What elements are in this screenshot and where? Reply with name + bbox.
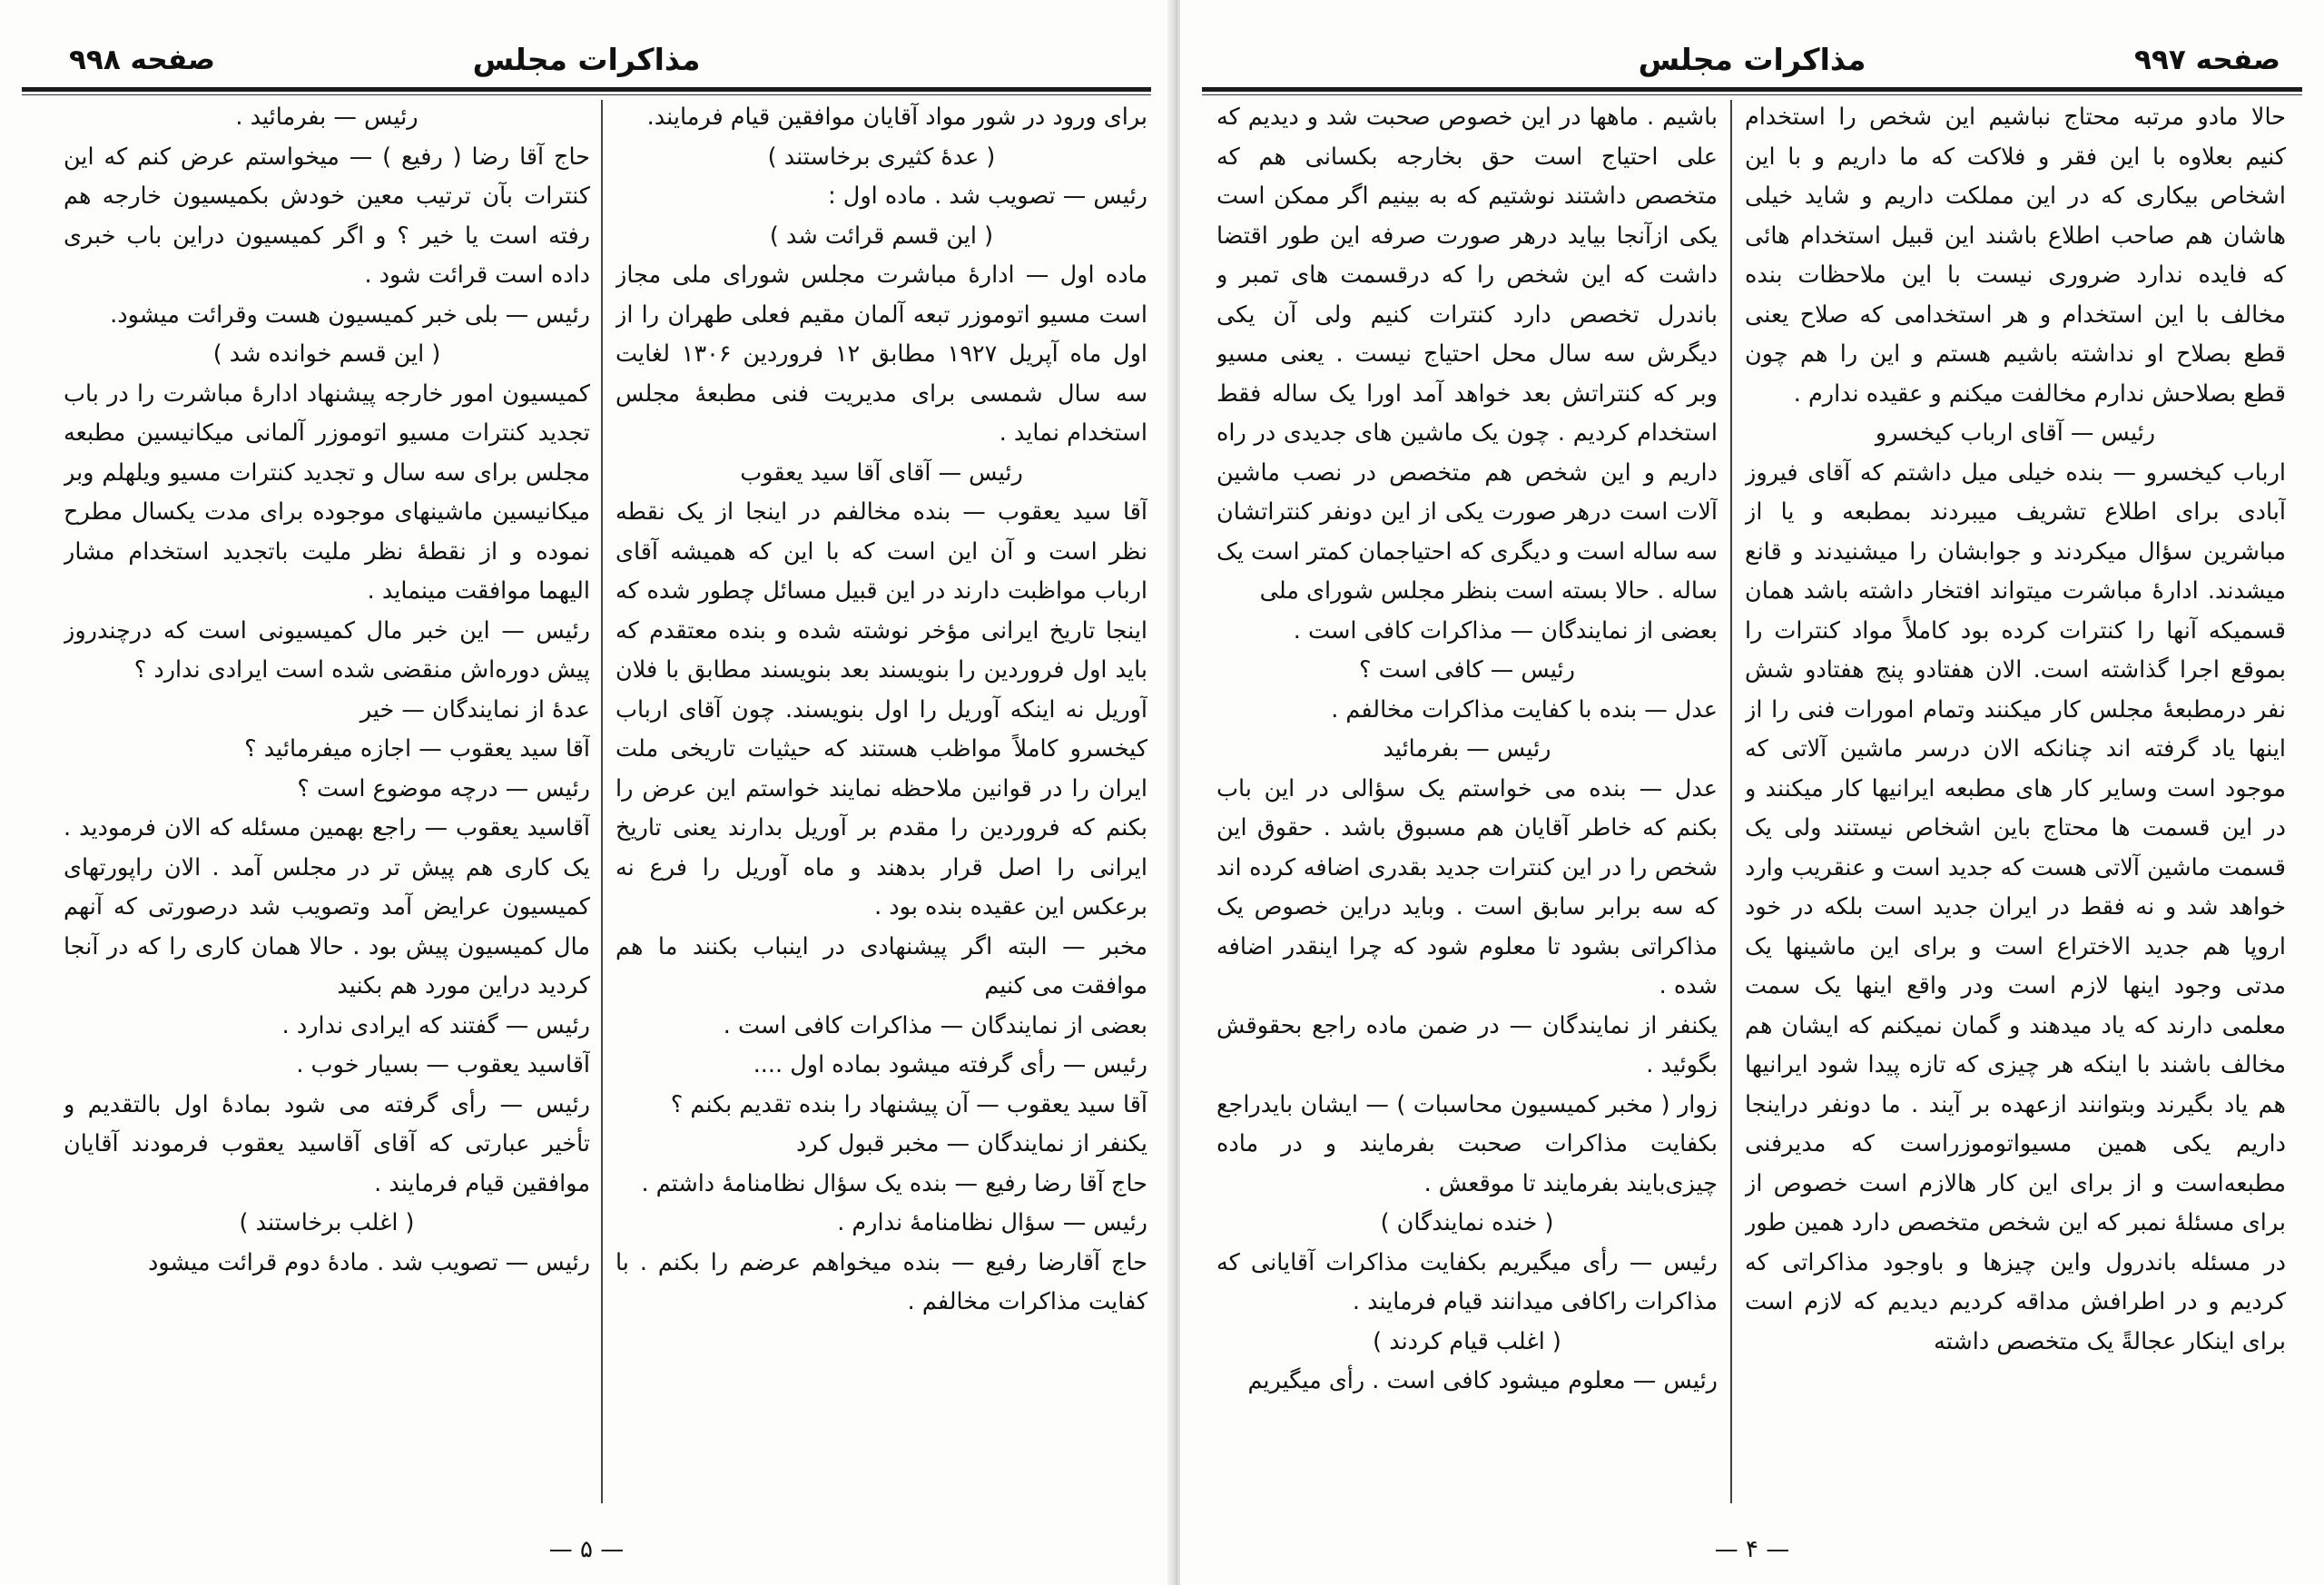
paragraph: رئیس — تصویب شد . مادهٔ دوم قرائت میشود [147,1248,590,1276]
paragraph: آقا سید یعقوب — بنده مخالفم در اینجا از یک نقطه نظر است و آن این است که با این که همیشه آقای ارباب مواظبت دارند در این قبیل مسائل چطور شده که اینجا تاریخ ایرانی مؤخر نوشته شده و بنده معتقدم که باید اول فروردین را بنویسند بعد بنویسند مطابق با فلان آوریل نه اینکه آوریل را اول بنویسند. چون آقای ارباب کیخسرو کاملاً مواظب هستند که حیثیات تاریخی ملت ایران را در قوانین ملاحظه نمایند خواستم این عرض را بکنم که فروردین را مقدم بر آوریل بدارند یعنی تاریخ ایرانی را اصل قرار بدهند و ماه آوریل را فرع نه برعکس این عقیده بنده بود . [615,498,1147,920]
paragraph: مخبر — البته اگر پیشنهادی در اینباب بکنند ما هم موافقت می کنیم [615,932,1147,999]
page-number: صفحه ۹۹۸ [69,44,215,76]
paragraph: زوار ( مخبر کمیسیون محاسبات ) — ایشان بایدراجع بکفایت مذاکرات صحبت بفرمایند و در ماده چیزی‌بایند بفرمایند تا موقعش . [1216,1090,1718,1197]
paragraph: رئیس — این خبر مال کمیسیونی است که درچندروز پیش دوره‌اش منقضی شده است ایرادی ندارد ؟ [64,616,590,684]
paragraph: حاج آقا رضا ( رفیع ) — میخواستم عرض کنم که این کنترات بآن ترتیب معین خودش بکمیسیون خارجه هم رفته است یا خیر ؟ و اگر کمیسیون دراین باب خبری داده است قرائت شود . [64,143,590,289]
paragraph: آقاسید یعقوب — راجع بهمین مسئله که الان فرمودید . یک کاری هم پیش تر در مجلس آمد . الان راپورتهای کمیسیون عرایض آمد وتصویب شد درصورتی که آنهم مال کمیسیون پیش بود . حالا همان کاری را که در آنجا کردید دراین مورد هم بکنید [64,814,590,999]
paragraph: حالا مادو مرتبه محتاج نباشیم این شخص را استخدام کنیم بعلاوه با این فقر و فلاکت که ما داریم و با این اشخاص بیکاری که در این مملکت داریم و شاید خیلی هاشان هم صاحب اطلاع باشند این قبیل استخدام هائی که فایده ندارد ضروری نیست با این ملاحظات بنده مخالف با این استخدام و هر استخدامی که صلاح یعنی قطع بصلاح او نداشته باشیم هستم و این را هم چون قطع بصلاحش ندارم مخالفت میکنم و عقیده ندارم . [1745,103,2286,408]
right-page [1180,0,2324,1585]
paragraph: ارباب کیخسرو — بنده خیلی میل داشتم که آقای فیروز آبادی برای اطلاع تشریف میبردند بمطبعه و یا از مباشرین سؤال میکردند و جوابشان را میشنیدند و قانع میشدند. ادارهٔ مباشرت میتواند افتخار داشته باشد همان قسمیکه آنها را کنترات کرده بود کاملاً مواد کنترات را بموقع اجرا گذاشته است. الان هفتادو پنج هفتادو شش نفر درمطبعهٔ مجلس کار میکنند وتمام امورات فنی را از اینها یاد گرفته اند چنانکه الان درسر ماشین آلاتی که موجود است وسایر کار های مطبعه ایرانیها کار میکنند و در این قسمت ها محتاج باین اشخاص نیستند ولی یک قسمت ماشین آلاتی هست که جدید است و عنقریب وارد خواهد شد و نه فقط در ایران جدید است بلکه در خود اروپا هم جدید الاختراع است و برای این ماشینها یک مدتی وجود اینها لازم است ودر واقع اینها یک سمت معلمی دارند که یاد میدهند و گمان نمیکنم که ایشان هم مخالف باشند با اینکه هر چیزی که تازه پیدا شود ایرانیها هم یاد بگیرند وبتوانند ازعهده بر آیند . ما دونفر دراینجا داریم یکی همین مسیواتوموزراست که مدیرفنی مطبعه‌است و از برای این کار هالازم است خصوص از برای مسئلهٔ نمبر که این شخص متخصص دارد همین طور در مسئله باندرول واین چیزها و باوجود مذاکراتی که کردیم و در اطرافش مداقه کردیم دیدیم که لازم است برای اینکار عجالةً یک متخصص داشته [1745,458,2286,1355]
page-number: صفحه ۹۹۷ [2134,44,2280,76]
running-title: مذاکرات مجلس [1638,42,1866,77]
stage-note: ( اغلب برخاستند ) [239,1209,415,1236]
page-footer-number: — ۵ — [548,1536,625,1563]
paragraph: رئیس — تصویب شد . ماده اول : [828,182,1147,210]
right-page-header [1180,36,2324,91]
paragraph: رئیس — سؤال نظامنامهٔ ندارم . [837,1209,1147,1236]
speaker-call: رئیس — کافی است ؟ [1359,656,1575,684]
page-footer [0,1536,1173,1563]
paragraph: عدل — بنده می خواستم یک سؤالی در این باب بکنم که خاطر آقایان هم مسبوق باشد . حقوق این شخص را در این کنترات جدید بقدری اضافه کرده اند که سه برابر سابق است . وباید دراین خصوص یک مذاکراتی بشود تا معلوم شود که چرا اینقدر اضافه شده . [1216,774,1718,999]
paragraph: آقا سید یعقوب — اجازه میفرمائید ؟ [244,735,590,763]
stage-note: ( خنده نمایندگان ) [1380,1209,1554,1236]
stage-note: ( این قسم خوانده شد ) [212,340,441,368]
stage-note: ( عدهٔ کثیری برخاستند ) [767,143,996,171]
paragraph: کمیسیون امور خارجه پیشنهاد ادارهٔ مباشرت را در باب تجدید کنترات مسیو اتوموزر آلمانی میکانیسین مطبعه مجلس برای سه سال و تجدید کنترات مسیو ویلهلم وبر میکانیسین ماشینهای موجوده برای مدت یکسال مطرح نموده و از نقطهٔ نظر ملیت باتجدید استخدام مشار الیهما موافقت مینماید . [64,379,590,605]
header-rule-thin [22,94,1151,95]
speaker-call: رئیس — بفرمائید [1383,735,1551,763]
paragraph: یکنفر از نمایندگان — در ضمن ماده راجع بحقوقش بگوئید . [1216,1011,1718,1078]
column-divider [1730,100,1732,1503]
running-title: مذاکرات مجلس [472,42,701,77]
stage-note: ( اغلب قیام کردند ) [1373,1327,1561,1355]
stage-note: ( این قسم قرائت شد ) [769,222,994,250]
speaker-call: رئیس — بفرمائید . [235,103,419,131]
right-page-left-column [1216,98,1718,1521]
paragraph: حاج آقا رضا رفیع — بنده یک سؤال نظامنامهٔ داشتم . [641,1169,1147,1197]
left-page-left-column [64,98,590,1521]
paragraph: ماده اول — ادارهٔ مباشرت مجلس شورای ملی مجاز است مسیو اتوموزر تبعه آلمان مقیم فعلی طهران را از اول ماه آپریل ۱۹۲۷ مطابق ۱۲ فروردین ۱۳۰۶ لغایت سه سال شمسی برای مدیریت فنی مطبعهٔ مجلس استخدام نماید . [615,261,1147,447]
page-footer-number: — ۴ — [1714,1536,1790,1563]
paragraph: بعضی از نمایندگان — مذاکرات کافی است . [723,1011,1147,1039]
right-page-right-column [1745,98,2286,1521]
header-rule-thin [1202,94,2302,95]
page-footer [1180,1536,2324,1563]
paragraph: رئیس — بلی خبر کمیسیون هست وقرائت میشود. [110,300,590,329]
paragraph: بعضی از نمایندگان — مذاکرات کافی است . [1293,616,1718,645]
header-rule [22,87,1151,92]
header-rule [1202,87,2302,92]
paragraph: حاج آقارضا رفیع — بنده میخواهم عرضم را بکنم . با کفایت مذاکرات مخالفم . [615,1248,1147,1315]
speaker-call: رئیس — آقای ارباب کیخسرو [1875,419,2156,447]
paragraph: رئیس — درچه موضوع است ؟ [297,774,590,802]
paragraph: باشیم . ماهها در این خصوص صحبت شد و دیدیم که علی احتیاج است حق بخارجه بکسانی هم که متخصص داشتند نوشتیم که به بینیم اگر ممکن است یکی ازآنجا بیاید درهر صورت صرفه این طور اقتضا داشت که این شخص را که درقسمت های تمبر و باندرل تخصص دارد کنترات کنیم ولی آن یکی دیگرش سه سال محل احتیاج نیست . یعنی مسیو وبر که کنتراتش بعد خواهد آمد اورا یک ساله فقط استخدام کردیم . چون یک ماشین های جدیدی در راه داریم و این شخص هم متخصص در نصب ماشین آلات است درهر صورت یکی از این دونفر کنتراتشان سه ساله است و دیگری که احتیاجمان کمتر است یک ساله . حالا بسته است بنظر مجلس شورای ملی [1216,103,1718,605]
speaker-call: رئیس — آقای آقا سید یعقوب [740,458,1023,487]
paragraph: رئیس — رأی گرفته می شود بمادهٔ اول بالتقدیم و تأخیر عبارتی که آقای آقاسید یعقوب فرمودند آقایان موافقین قیام فرمایند . [64,1090,590,1197]
paragraph: آقا سید یعقوب — آن پیشنهاد را بنده تقدیم بکنم ؟ [670,1090,1147,1118]
paragraph: برای ورود در شور مواد آقایان موافقین قیام فرمایند. [646,103,1147,131]
left-page-header [0,36,1173,91]
paragraph: رئیس — رأی میگیریم بکفایت مذاکرات آقایانی که مذاکرات راکافی میدانند قیام فرمایند . [1216,1248,1718,1315]
paragraph: رئیس — معلوم میشود کافی است . رأی میگیریم [1247,1367,1718,1394]
paragraph: آقاسید یعقوب — بسیار خوب . [296,1051,590,1078]
column-divider [601,100,603,1503]
left-page-right-column [615,98,1147,1521]
paragraph: رئیس — گفتند که ایرادی ندارد . [281,1011,590,1039]
paragraph: عدهٔ از نمایندگان — خیر [359,695,590,724]
paragraph: یکنفر از نمایندگان — مخبر قبول کرد [796,1130,1147,1157]
paragraph: رئیس — رأی گرفته میشود بماده اول .... [753,1051,1147,1078]
paragraph: عدل — بنده با کفایت مذاکرات مخالفم . [1331,695,1718,724]
